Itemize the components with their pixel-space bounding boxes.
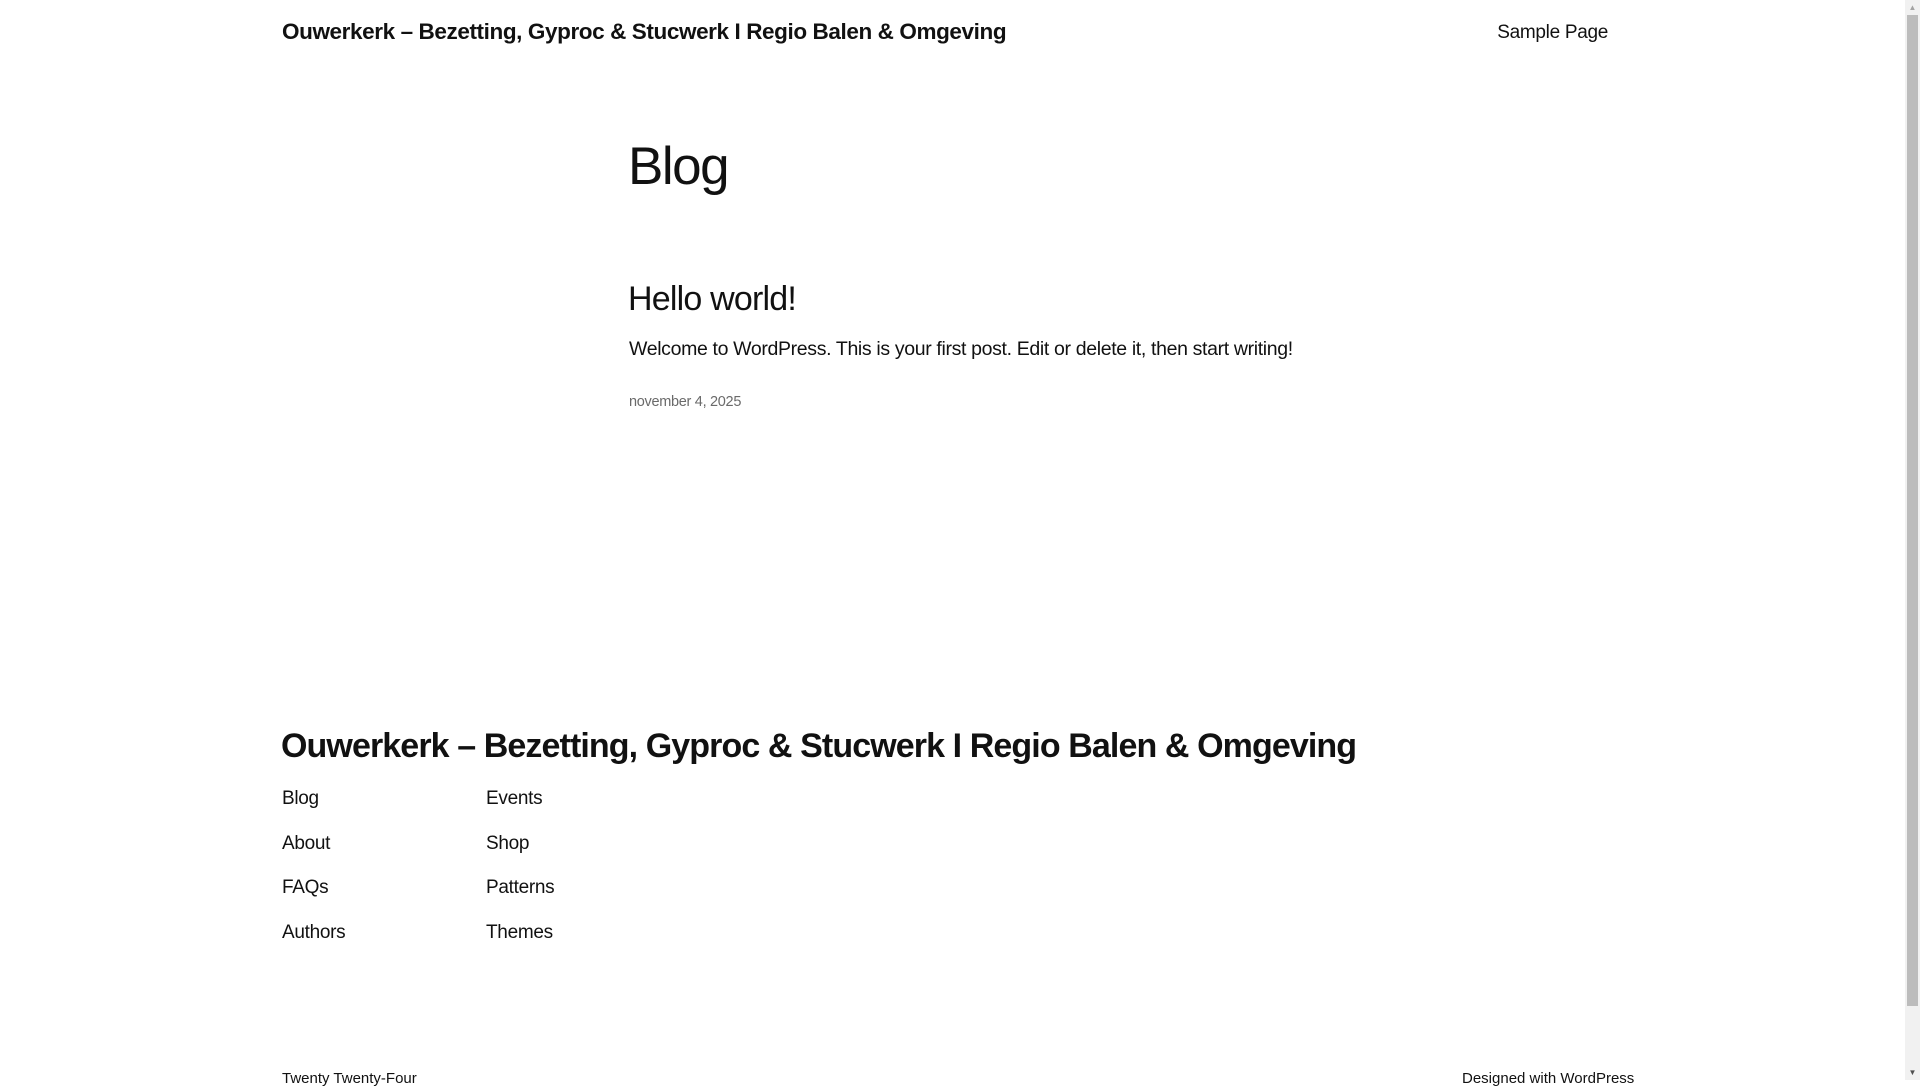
site-title-link[interactable]: Ouwerkerk – Bezetting, Gyproc & Stucwerk I Regio Balen & Omgeving (282, 19, 1007, 44)
footer-site-title-link[interactable]: Ouwerkerk – Bezetting, Gyproc & Stucwerk I Regio Balen & Omgeving (281, 727, 1357, 765)
footer-link-themes[interactable]: Themes (486, 921, 553, 943)
footer-nav-column-2 (486, 786, 554, 964)
post-title-link[interactable]: Hello world! (628, 280, 797, 318)
scrollbar-thumb[interactable] (1907, 15, 1918, 1006)
post-date[interactable]: november 4, 2025 (629, 394, 742, 410)
footer-link-events[interactable]: Events (486, 788, 543, 809)
footer-credit-wordpress[interactable]: Designed with WordPress (1462, 1070, 1635, 1087)
footer-link-patterns[interactable]: Patterns (486, 877, 555, 898)
footer-link-authors[interactable]: Authors (282, 921, 346, 943)
footer-credit-theme: Twenty Twenty-Four (282, 1070, 417, 1087)
post-excerpt: Welcome to WordPress. This is your first post. Edit or delete it, then start writing! (629, 338, 1293, 360)
page-title: Blog (628, 137, 729, 196)
scroll-up-arrow-icon[interactable]: ▲ (1908, 2, 1917, 12)
scroll-down-arrow-icon[interactable]: ▼ (1908, 1067, 1917, 1077)
footer-link-shop[interactable]: Shop (486, 832, 530, 854)
footer-nav-column-1 (282, 786, 345, 964)
header-nav (1497, 22, 1608, 44)
footer-link-faqs[interactable]: FAQs (282, 877, 329, 898)
vertical-scrollbar[interactable] (1905, 0, 1920, 1080)
footer-link-blog[interactable]: Blog (282, 788, 319, 809)
nav-item-sample-page[interactable]: Sample Page (1497, 22, 1608, 43)
footer-link-about[interactable]: About (282, 832, 331, 854)
